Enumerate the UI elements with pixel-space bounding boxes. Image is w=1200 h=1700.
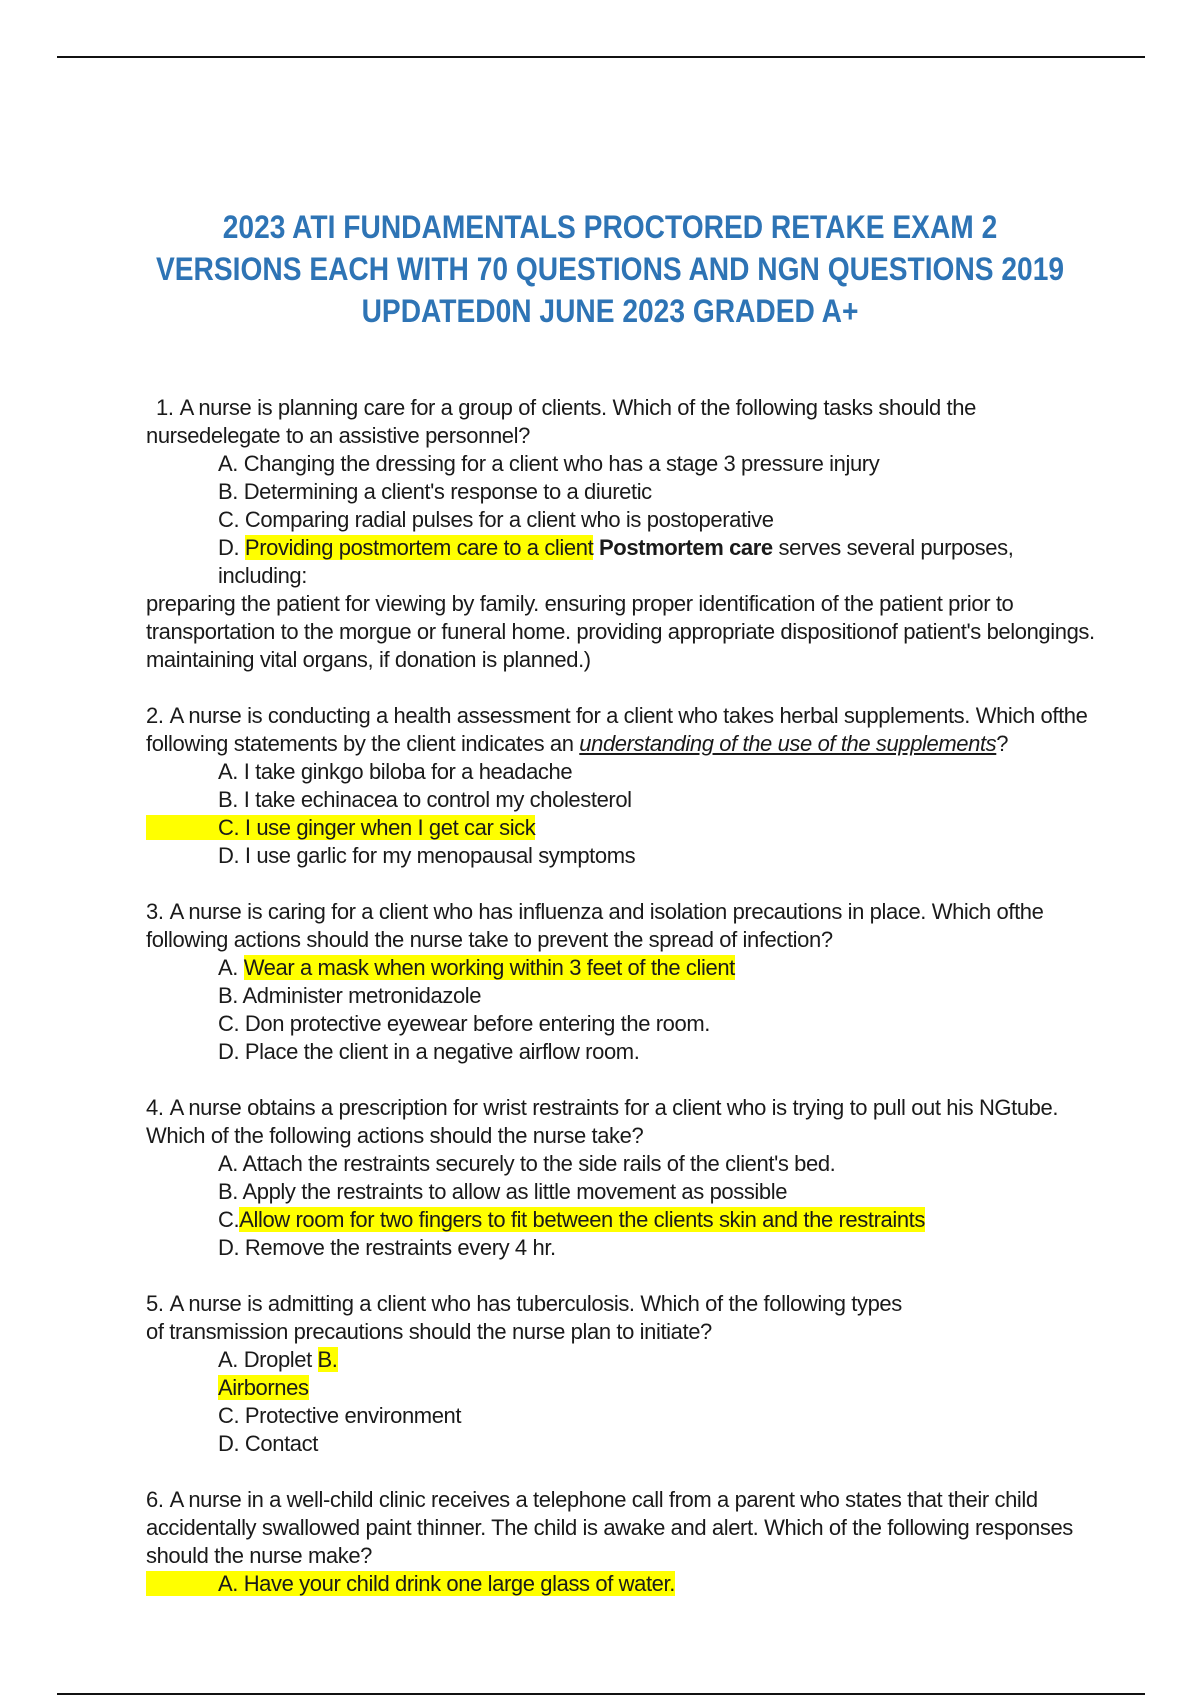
- question-list: [146, 394, 1096, 1626]
- title-line-3: UPDATED0N JUNE 2023 GRADED A+: [361, 293, 859, 329]
- highlighted-letter: B.: [317, 1347, 338, 1372]
- option-a-row: [146, 1570, 1096, 1598]
- option-letter: D.: [218, 535, 240, 560]
- option-a: A. Changing the dressing for a client who has a stage 3 pressure injury: [218, 451, 880, 476]
- option-b: B. Determining a client's response to a diuretic: [218, 479, 652, 504]
- question-number: 6.: [146, 1487, 164, 1512]
- question-stem: A nurse in a well-child clinic receives a telephone call from a parent who states that their child accidentally swallowed paint thinner. The child is awake and alert. Which of the following responses should the nurse make?: [146, 1487, 1073, 1568]
- option-c: C. Comparing radial pulses for a client who is postoperative: [218, 507, 774, 532]
- question-stem: A nurse is conducting a health assessment for a client who takes herbal supplements. Which ofthe following statements by the client indicates an: [146, 703, 1088, 756]
- option-a: A. I take ginkgo biloba for a headache: [218, 759, 573, 784]
- highlighted-answer: Airbornes: [218, 1375, 309, 1400]
- title-line-2: VERSIONS EACH WITH 70 QUESTIONS AND NGN QUESTIONS 2019: [155, 251, 1065, 287]
- question-stem: A nurse obtains a prescription for wrist restraints for a client who is trying to pull out his NGtube. Which of the following actions should the nurse take?: [146, 1095, 1059, 1148]
- highlighted-answer: Allow room for two fingers to fit between the clients skin and the restraints: [239, 1207, 925, 1232]
- question-3: [146, 898, 1096, 1066]
- document-title: [126, 206, 1094, 332]
- question-5: [146, 1290, 1096, 1458]
- question-mark: ?: [996, 731, 1009, 756]
- explanation-term: Postmortem care: [599, 535, 773, 560]
- highlighted-answer: C. I use ginger when I get car sick: [146, 815, 535, 840]
- question-stem: A nurse is planning care for a group of clients. Which of the following tasks should the nursedelegate to an assistive personnel?: [146, 395, 976, 448]
- question-4: [146, 1094, 1096, 1262]
- option-b: B. I take echinacea to control my cholesterol: [218, 787, 632, 812]
- option-a-text: A. Droplet: [218, 1347, 318, 1372]
- question-number: 5.: [146, 1291, 164, 1316]
- option-d: D. Remove the restraints every 4 hr.: [218, 1235, 556, 1260]
- option-b: B. Apply the restraints to allow as little movement as possible: [218, 1179, 788, 1204]
- option-c: [218, 1206, 1096, 1234]
- bottom-rule: [57, 1693, 1145, 1695]
- top-rule: [57, 56, 1145, 58]
- option-b: B. Administer metronidazole: [218, 983, 482, 1008]
- option-d: D. Place the client in a negative airflow room.: [218, 1039, 640, 1064]
- underlined-phrase: understanding of the use of the supplements: [579, 731, 997, 756]
- question-number: 1.: [156, 395, 174, 420]
- question-2: [146, 702, 1096, 870]
- question-number: 3.: [146, 899, 164, 924]
- option-d: D. I use garlic for my menopausal symptoms: [218, 843, 636, 868]
- option-c: C. Protective environment: [218, 1403, 462, 1428]
- option-d: D. Contact: [218, 1431, 318, 1456]
- question-number: 2.: [146, 703, 164, 728]
- option-letter: C.: [218, 1207, 240, 1232]
- explanation-lead: serves several purposes, including:: [218, 535, 1014, 588]
- option-letter: A.: [218, 955, 238, 980]
- option-a: A. Attach the restraints securely to the side rails of the client's bed.: [218, 1151, 836, 1176]
- highlighted-answer: A. Have your child drink one large glass of water.: [146, 1571, 675, 1596]
- highlighted-answer: Providing postmortem care to a client: [244, 535, 594, 560]
- option-a: [218, 954, 1096, 982]
- title-line-1: 2023 ATI FUNDAMENTALS PROCTORED RETAKE EXAM 2: [222, 209, 998, 245]
- option-c: C. Don protective eyewear before entering the room.: [218, 1011, 710, 1036]
- option-c-row: [146, 814, 1096, 842]
- option-b: [218, 1374, 1096, 1402]
- question-stem: A nurse is caring for a client who has influenza and isolation precautions in place. Which ofthe following actions should the nurse take to prevent the spread of infection?: [146, 899, 1044, 952]
- question-number: 4.: [146, 1095, 164, 1120]
- question-6: [146, 1486, 1096, 1598]
- option-a: [218, 1346, 1096, 1374]
- highlighted-answer: Wear a mask when working within 3 feet of the client: [243, 955, 735, 980]
- answer-explanation: preparing the patient for viewing by family. ensuring proper identification of the patient prior to transportation to the morgue or funeral home. providing appropriate dispositionof patient's belongings. maintaining vital organs, if donation is planned.): [146, 591, 1095, 672]
- question-1: [146, 394, 1096, 674]
- question-stem: A nurse is admitting a client who has tuberculosis. Which of the following types of transmission precautions should the nurse plan to initiate?: [146, 1291, 902, 1344]
- option-d: [218, 534, 1096, 590]
